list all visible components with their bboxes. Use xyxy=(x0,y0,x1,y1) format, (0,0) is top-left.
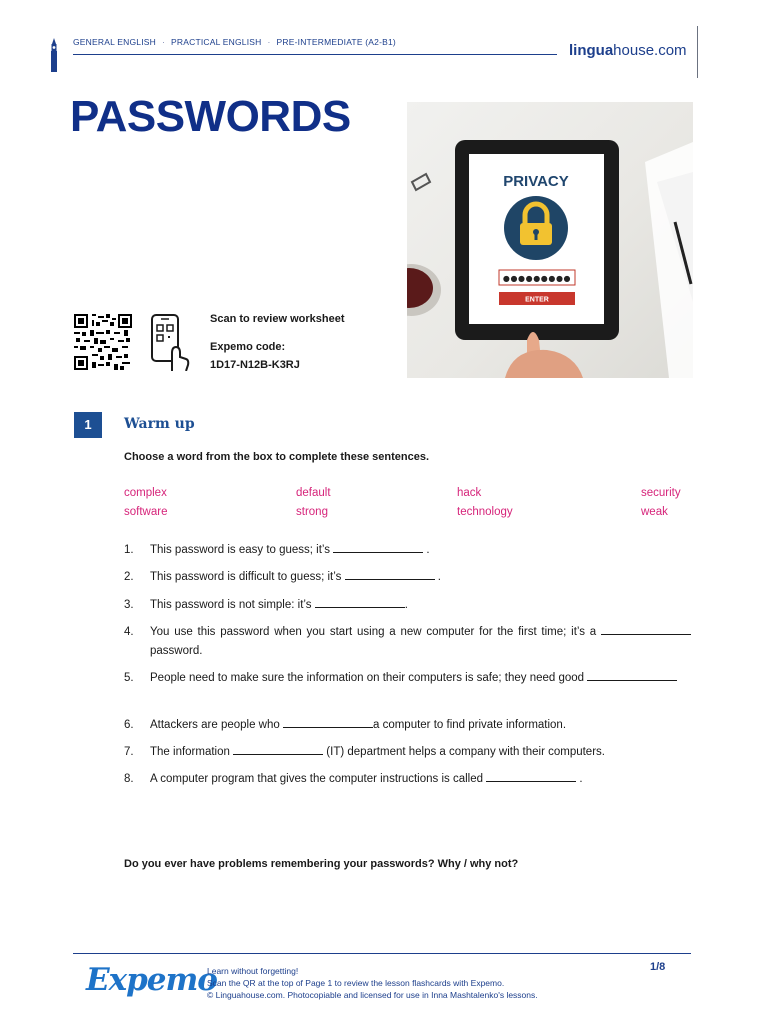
question-text-end: . xyxy=(434,571,441,583)
breadcrumb-separator: · xyxy=(267,37,271,47)
question-text: The information xyxy=(150,746,230,758)
answer-blank[interactable] xyxy=(233,743,323,755)
question-text: Attackers are people who xyxy=(150,719,280,731)
question-number: 5. xyxy=(124,672,134,684)
question-text-end: a computer to find private information. xyxy=(372,719,567,731)
scan-label: Scan to review worksheet xyxy=(210,313,345,325)
question-number: 3. xyxy=(124,599,134,611)
answer-blank[interactable] xyxy=(601,623,691,635)
footer-instructions: Scan the QR at the top of Page 1 to review the lesson flashcards with Expemo. xyxy=(207,978,505,988)
tablet-illustration xyxy=(407,102,693,378)
question-1 xyxy=(124,541,691,560)
section-number: 1 xyxy=(74,412,102,438)
question-text: You use this password when you start using a new computer for the first time; it’s a xyxy=(150,626,597,638)
expemo-logo[interactable]: Expemo xyxy=(86,962,217,998)
brand-part-a: lingua xyxy=(569,42,614,59)
instruction: Choose a word from the box to complete these sentences. xyxy=(124,451,430,463)
question-number: 1. xyxy=(124,544,134,556)
qr-code-icon[interactable] xyxy=(74,314,132,370)
footer-divider xyxy=(73,953,691,954)
word-technology: technology xyxy=(457,506,513,518)
screen-title: PRIVACY xyxy=(503,173,569,190)
word-complex: complex xyxy=(124,487,167,499)
answer-blank[interactable] xyxy=(333,541,423,553)
question-3 xyxy=(124,596,691,615)
answer-blank[interactable] xyxy=(486,770,576,782)
brand-logo[interactable] xyxy=(569,42,687,59)
question-number: 6. xyxy=(124,719,134,731)
answer-blank[interactable] xyxy=(587,669,677,681)
question-text: This password is easy to guess; it’s xyxy=(150,544,331,556)
question-text-end: password. xyxy=(150,645,203,657)
question-text: People need to make sure the information on their computers is safe; they need good xyxy=(150,672,585,684)
breadcrumb-practical-english[interactable]: PRACTICAL ENGLISH xyxy=(171,37,262,47)
big-ben-icon xyxy=(49,38,59,72)
answer-blank[interactable] xyxy=(283,716,373,728)
breadcrumb-general-english[interactable]: GENERAL ENGLISH xyxy=(73,37,156,47)
answer-blank[interactable] xyxy=(345,568,435,580)
question-2 xyxy=(124,568,691,587)
phone-scan-icon xyxy=(150,313,190,371)
section-title: Warm up xyxy=(124,416,195,432)
breadcrumb-level[interactable]: PRE-INTERMEDIATE (A2-B1) xyxy=(276,37,396,47)
password-mask: ●●●●●●●●● xyxy=(502,274,572,283)
page-title: PASSWORDS xyxy=(70,92,351,141)
question-6 xyxy=(124,716,691,735)
word-strong: strong xyxy=(296,506,328,518)
header-divider xyxy=(73,54,557,55)
expemo-code-value: 1D17-N12B-K3RJ xyxy=(210,359,300,371)
question-5 xyxy=(124,669,691,688)
question-text-end: . xyxy=(404,599,408,611)
word-security: security xyxy=(641,487,681,499)
brand-part-b: house.com xyxy=(613,42,687,59)
question-text: A computer program that gives the computer instructions is called xyxy=(150,773,484,785)
question-7 xyxy=(124,743,691,762)
question-text-end: (IT) department helps a company with their computers. xyxy=(323,746,605,758)
footer-tagline: Learn without forgetting! xyxy=(207,966,299,976)
question-text-end: . xyxy=(423,544,430,556)
page-number: 1/8 xyxy=(650,961,666,973)
word-hack: hack xyxy=(457,487,482,499)
breadcrumb-separator: · xyxy=(162,37,166,47)
question-text: This password is not simple: it’s xyxy=(150,599,312,611)
question-number: 8. xyxy=(124,773,134,785)
word-software: software xyxy=(124,506,168,518)
question-number: 2. xyxy=(124,571,134,583)
question-number: 7. xyxy=(124,746,134,758)
question-8 xyxy=(124,770,691,789)
header-vertical-rule xyxy=(697,26,698,78)
discussion-question: Do you ever have problems remembering your passwords? Why / why not? xyxy=(124,858,519,870)
footer-copyright: © Linguahouse.com. Photocopiable and licensed for use in Inna Mashtalenko's lessons. xyxy=(207,990,538,1000)
expemo-code-label: Expemo code: xyxy=(210,341,286,353)
hero-image xyxy=(407,102,693,378)
word-weak: weak xyxy=(641,506,668,518)
question-4 xyxy=(124,623,691,661)
question-text-end: . xyxy=(576,773,583,785)
enter-button-label: ENTER xyxy=(525,296,549,304)
word-default: default xyxy=(296,487,331,499)
breadcrumb xyxy=(73,37,396,47)
question-text: This password is difficult to guess; it’s xyxy=(150,571,342,583)
answer-blank[interactable] xyxy=(315,596,405,608)
question-number: 4. xyxy=(124,626,134,638)
